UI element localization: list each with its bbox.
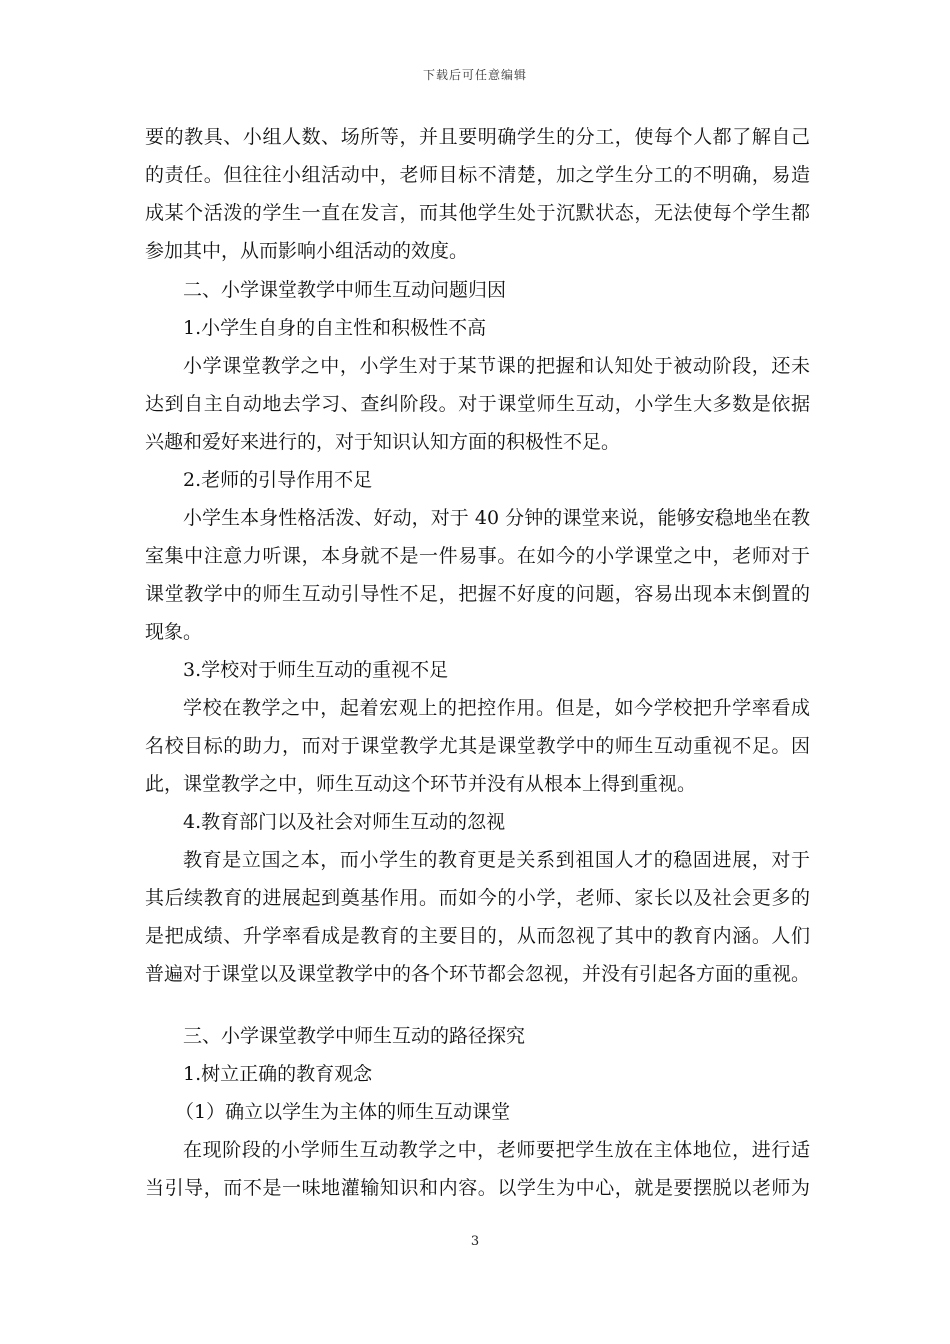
subsection-heading: 3.学校对于师生互动的重视不足 xyxy=(183,659,449,681)
body-line: 教育是立国之本，而小学生的教育更是关系到祖国人才的稳固进展，对于 xyxy=(183,849,810,871)
subsection-heading: 1.小学生自身的自主性和积极性不高 xyxy=(183,317,487,339)
body-line: 成某个活泼的学生一直在发言，而其他学生处于沉默状态，无法使每个学生都 xyxy=(145,202,810,224)
body-line: 小学生本身性格活泼、好动，对于 40 分钟的课堂来说，能够安稳地坐在教 xyxy=(183,507,810,529)
body-line: 小学课堂教学之中，小学生对于某节课的把握和认知处于被动阶段，还未 xyxy=(183,355,810,377)
subsection-heading: 2.老师的引导作用不足 xyxy=(183,469,373,491)
body-line: 室集中注意力听课，本身就不是一件易事。在如今的小学课堂之中，老师对于 xyxy=(145,545,810,567)
body-line: 普遍对于课堂以及课堂教学中的各个环节都会忽视，并没有引起各方面的重视。 xyxy=(145,963,811,985)
body-line: 当引导，而不是一味地灌输知识和内容。以学生为中心，就是要摆脱以老师为 xyxy=(145,1177,810,1199)
section-heading: 二、小学课堂教学中师生互动问题归因 xyxy=(183,279,507,301)
body-line: 在现阶段的小学师生互动教学之中，老师要把学生放在主体地位，进行适 xyxy=(183,1139,810,1161)
body-line: 兴趣和爱好来进行的，对于知识认知方面的积极性不足。 xyxy=(145,431,621,453)
body-line: 是把成绩、升学率看成是教育的主要目的，从而忽视了其中的教育内涵。人们 xyxy=(145,925,810,947)
subsection-heading: 1.树立正确的教育观念 xyxy=(183,1063,373,1085)
page-number: 3 xyxy=(470,1234,480,1249)
body-line: 达到自主自动地去学习、查纠阶段。对于课堂师生互动，小学生大多数是依据 xyxy=(145,393,810,415)
page-header: 下载后可任意编辑 xyxy=(422,68,527,82)
body-line: 此，课堂教学之中，师生互动这个环节并没有从根本上得到重视。 xyxy=(145,773,697,795)
body-line: 的责任。但往往小组活动中，老师目标不清楚，加之学生分工的不明确，易造 xyxy=(145,164,810,186)
body-line: 课堂教学中的师生互动引导性不足，把握不好度的问题，容易出现本末倒置的 xyxy=(145,583,810,605)
body-line: 现象。 xyxy=(145,621,203,643)
section-heading: 三、小学课堂教学中师生互动的路径探究 xyxy=(183,1025,526,1047)
body-line: 其后续教育的进展起到奠基作用。而如今的小学，老师、家长以及社会更多的 xyxy=(145,887,810,909)
body-line: 学校在教学之中，起着宏观上的把控作用。但是，如今学校把升学率看成 xyxy=(183,697,810,719)
body-line: 名校目标的助力，而对于课堂教学尤其是课堂教学中的师生互动重视不足。因 xyxy=(145,735,810,757)
body-line: 要的教具、小组人数、场所等，并且要明确学生的分工，使每个人都了解自己 xyxy=(145,126,810,148)
body-line: 参加其中，从而影响小组活动的效度。 xyxy=(145,240,469,262)
subsection-heading: 4.教育部门以及社会对师生互动的忽视 xyxy=(183,811,506,833)
sub-subsection-heading: （1）确立以学生为主体的师生互动课堂 xyxy=(175,1101,511,1123)
